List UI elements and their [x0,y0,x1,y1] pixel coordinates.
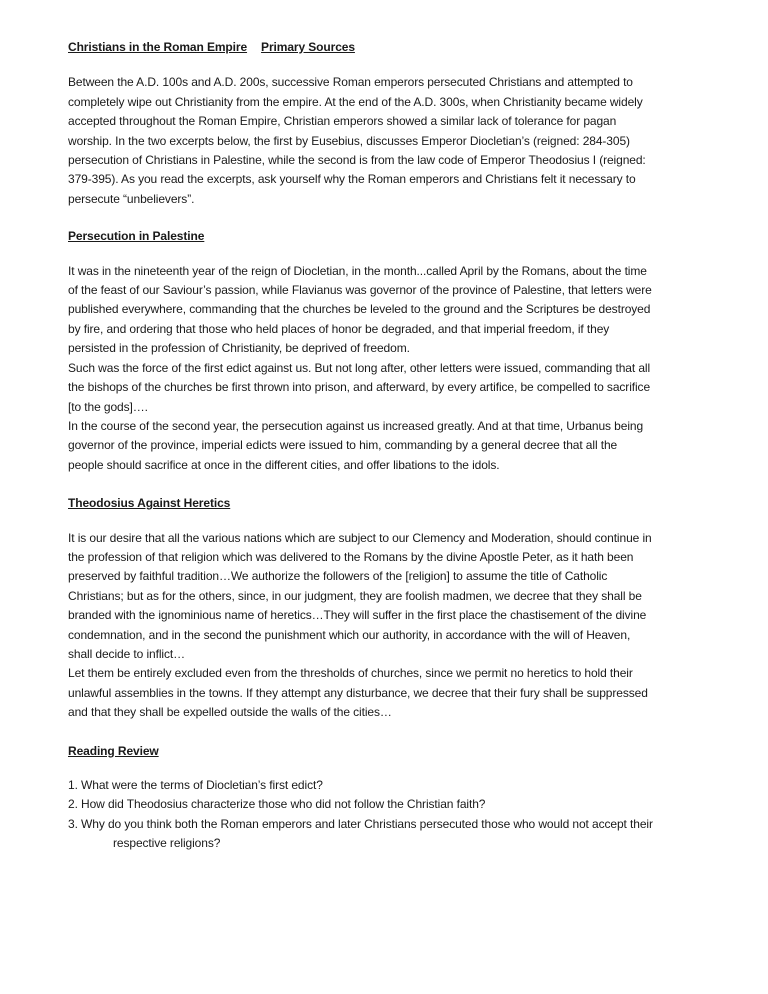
document-heading [68,38,653,57]
section-title-theodosius: Theodosius Against Heretics [68,496,231,511]
excerpt-paragraph: Such was the force of the first edict against us. But not long after, other letters were issued, commanding that all the bishops of the churches be first thrown into prison, and afterward, by every artifice, be compelled to sacrifice [to the gods]…. [68,360,651,414]
excerpt-paragraph: In the course of the second year, the persecution against us increased greatly. And at that time, Urbanus being governor of the province, imperial edicts were issued to him, commanding by a general decree that all the people should sacrifice at once in the different cities, and offer libations to the idols. [68,418,644,472]
document-title: Christians in the Roman Empire [68,40,248,54]
intro-paragraph: Between the A.D. 100s and A.D. 200s, successive Roman emperors persecuted Christians and attempted to completely wipe out Christianity from the empire. At the end of the A.D. 300s, when Christianity became widely accepted throughout the Roman Empire, Christian emperors showed a similar lack of tolerance for pagan worship. In the two excerpts below, the first by Eusebius, discusses Emperor Diocletian’s (reigned: 284-305) persecution of Christians in Palestine, while the second is from the law code of Emperor Theodosius I (reigned: 379-395). As you read the excerpts, ask yourself why the Roman emperors and Christians felt it necessary to persecute “unbelievers”. [68,75,646,206]
review-question: 2. How did Theodosius characterize those who did not follow the Christian faith? [68,797,486,812]
section-persecution-body [68,262,653,475]
section-title-review: Reading Review [68,743,159,758]
excerpt-paragraph: It is our desire that all the various nations which are subject to our Clemency and Moderation, should continue in the profession of that religion which was delivered to the Romans by the divine Apostle Peter, as it hath been preserved by faithful tradition…We authorize the followers of the [religion] to assume the title of Catholic Christians; but as for the others, since, in our judgment, they are foolish madmen, we decree that they shall be branded with the ignominious name of heretics…They will suffer in the first place the chastisement of the divine condemnation, and in the second the punishment which our authority, in accordance with the will of Heaven, shall decide to inflict… [68,530,652,661]
document-subtitle: Primary Sources [261,40,355,54]
document-page [68,38,653,854]
review-question: 1. What were the terms of Diocletian’s first edict? [68,778,323,792]
section-theodosius-body [68,529,653,723]
section-title-persecution: Persecution in Palestine [68,229,205,244]
excerpt-paragraph: Let them be entirely excluded even from the thresholds of churches, since we permit no heretics to hold their unlawful assemblies in the towns. If they attempt any disturbance, we decree that their fury shall be suppressed and that they shall be expelled outside the walls of the cities… [68,666,648,720]
review-question: 3. Why do you think both the Roman emperors and later Christians persecuted those who would not accept their respective religions? [68,816,653,851]
review-questions [68,776,653,854]
excerpt-paragraph: It was in the nineteenth year of the reign of Diocletian, in the month...called April by the Romans, about the time of the feast of our Saviour’s passion, while Flavianus was governor of the province of Palestine, that letters were published everywhere, commanding that the churches be leveled to the ground and the Scriptures be destroyed by fire, and ordering that those who held places of honor be degraded, and that imperial freedom, if they persisted in the profession of Christianity, be deprived of freedom. [68,263,652,356]
